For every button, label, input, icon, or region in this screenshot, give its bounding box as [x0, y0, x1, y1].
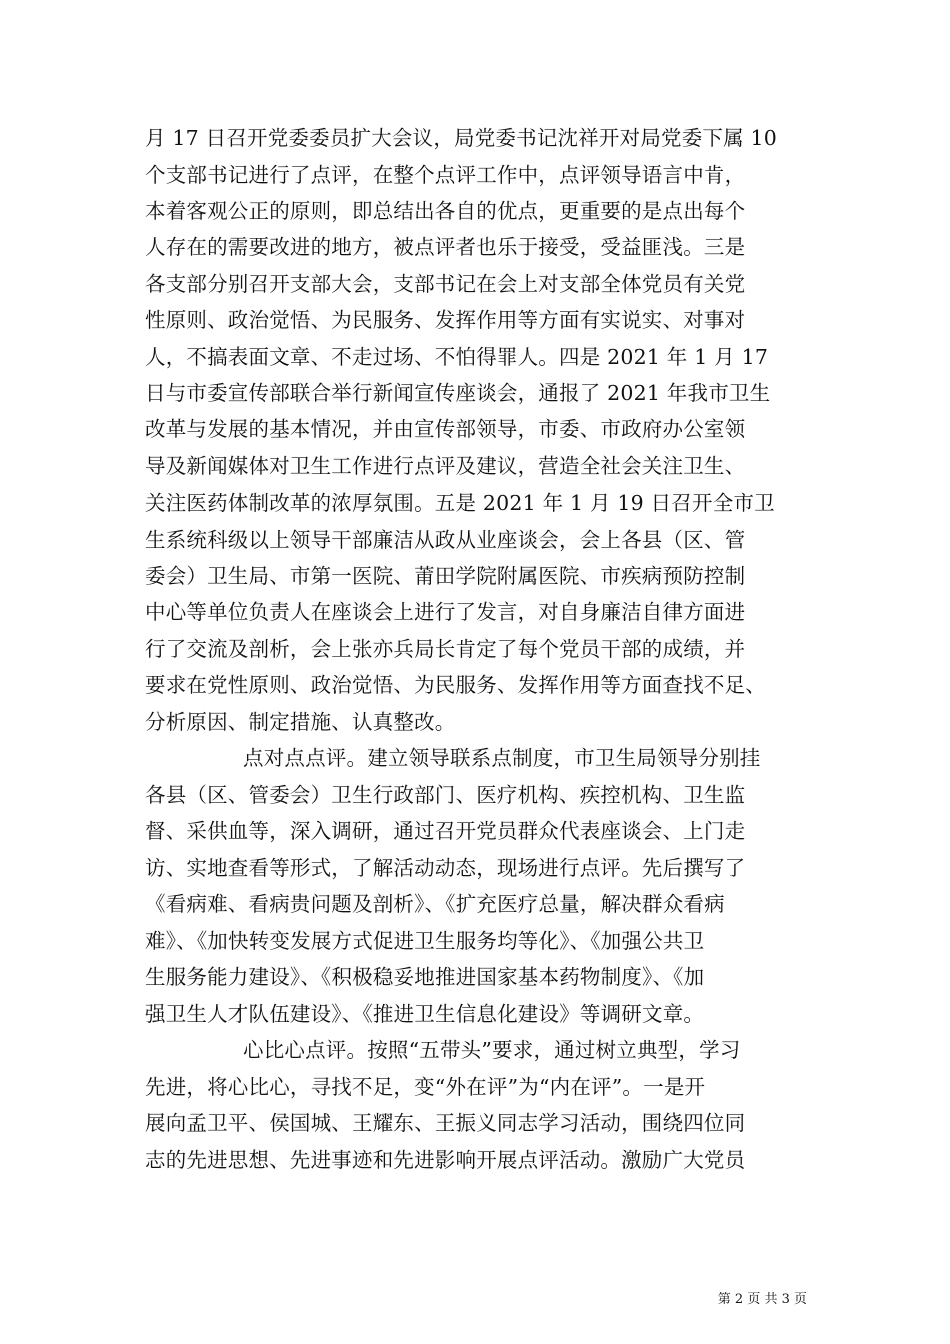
text-line: 人存在的需要改进的地方，被点评者也乐于接受，受益匪浅。三是 [145, 235, 746, 259]
text-line: 生服务能力建设》、《积极稳妥地推进国家基本药物制度》、《加 [145, 965, 705, 989]
page-number-footer: 第 2 页 共 3 页 [717, 1292, 807, 1307]
text-line: 个支部书记进行了点评，在整个点评工作中，点评领导语言中肯， [145, 163, 746, 187]
text-line: 日与市委宣传部联合举行新闻宣传座谈会，通报了 2021 年我市卫生 [145, 381, 771, 405]
text-line: 督、采供血等，深入调研，通过召开党员群众代表座谈会、上门走 [145, 819, 746, 843]
text-line: 分析原因、制定措施、认真整改。 [145, 710, 456, 734]
text-line: 各支部分别召开支部大会，支部书记在会上对支部全体党员有关党 [145, 272, 746, 296]
paragraph-first-line: 点对点点评。建立领导联系点制度，市卫生局领导分别挂 [243, 746, 761, 770]
text-line: 人，不搞表面文章、不走过场、不怕得罪人。四是 2021 年 1 月 17 [145, 345, 769, 369]
text-line: 访、实地查看等形式，了解活动动态，现场进行点评。先后撰写了 [145, 856, 746, 880]
text-line: 改革与发展的基本情况，并由宣传部领导，市委、市政府办公室领 [145, 417, 746, 441]
text-line: 委会）卫生局、市第一医院、莆田学院附属医院、市疾病预防控制 [145, 564, 746, 588]
text-line: 中心等单位负责人在座谈会上进行了发言，对自身廉洁自律方面进 [145, 600, 746, 624]
text-line: 《看病难、看病贵问题及剖析》、《扩充医疗总量，解决群众看病 [145, 892, 725, 916]
text-line: 性原则、政治觉悟、为民服务、发挥作用等方面有实说实、对事对 [145, 308, 746, 332]
text-line: 难》、《加快转变发展方式促进卫生服务均等化》、《加强公共卫 [145, 929, 705, 953]
text-line: 生系统科级以上领导干部廉洁从政从业座谈会，会上各县（区、管 [145, 528, 746, 552]
text-line: 强卫生人才队伍建设》、《推进卫生信息化建设》等调研文章。 [145, 1002, 705, 1026]
text-line: 要求在党性原则、政治觉悟、为民服务、发挥作用等方面查找不足、 [145, 673, 766, 697]
text-line: 导及新闻媒体对卫生工作进行点评及建议，营造全社会关注卫生、 [145, 454, 746, 478]
text-line: 展向孟卫平、侯国城、王耀东、王振义同志学习活动，围绕四位同 [145, 1111, 746, 1135]
text-line: 行了交流及剖析，会上张亦兵局长肯定了每个党员干部的成绩，并 [145, 637, 746, 661]
text-line: 各县（区、管委会）卫生行政部门、医疗机构、疾控机构、卫生监 [145, 783, 746, 807]
text-line: 本着客观公正的原则，即总结出各自的优点，更重要的是点出每个 [145, 199, 746, 223]
text-line: 关注医药体制改革的浓厚氛围。五是 2021 年 1 月 19 日召开全市卫 [145, 491, 775, 515]
text-line: 月 17 日召开党委委员扩大会议，局党委书记沈祥开对局党委下属 10 [145, 126, 778, 150]
text-line: 志的先进思想、先进事迹和先进影响开展点评活动。激励广大党员 [145, 1148, 746, 1172]
text-line: 先进，将心比心，寻找不足，变“外在评”为“内在评”。一是开 [145, 1075, 706, 1099]
paragraph-first-line: 心比心点评。按照“五带头”要求，通过树立典型，学习 [243, 1038, 741, 1062]
